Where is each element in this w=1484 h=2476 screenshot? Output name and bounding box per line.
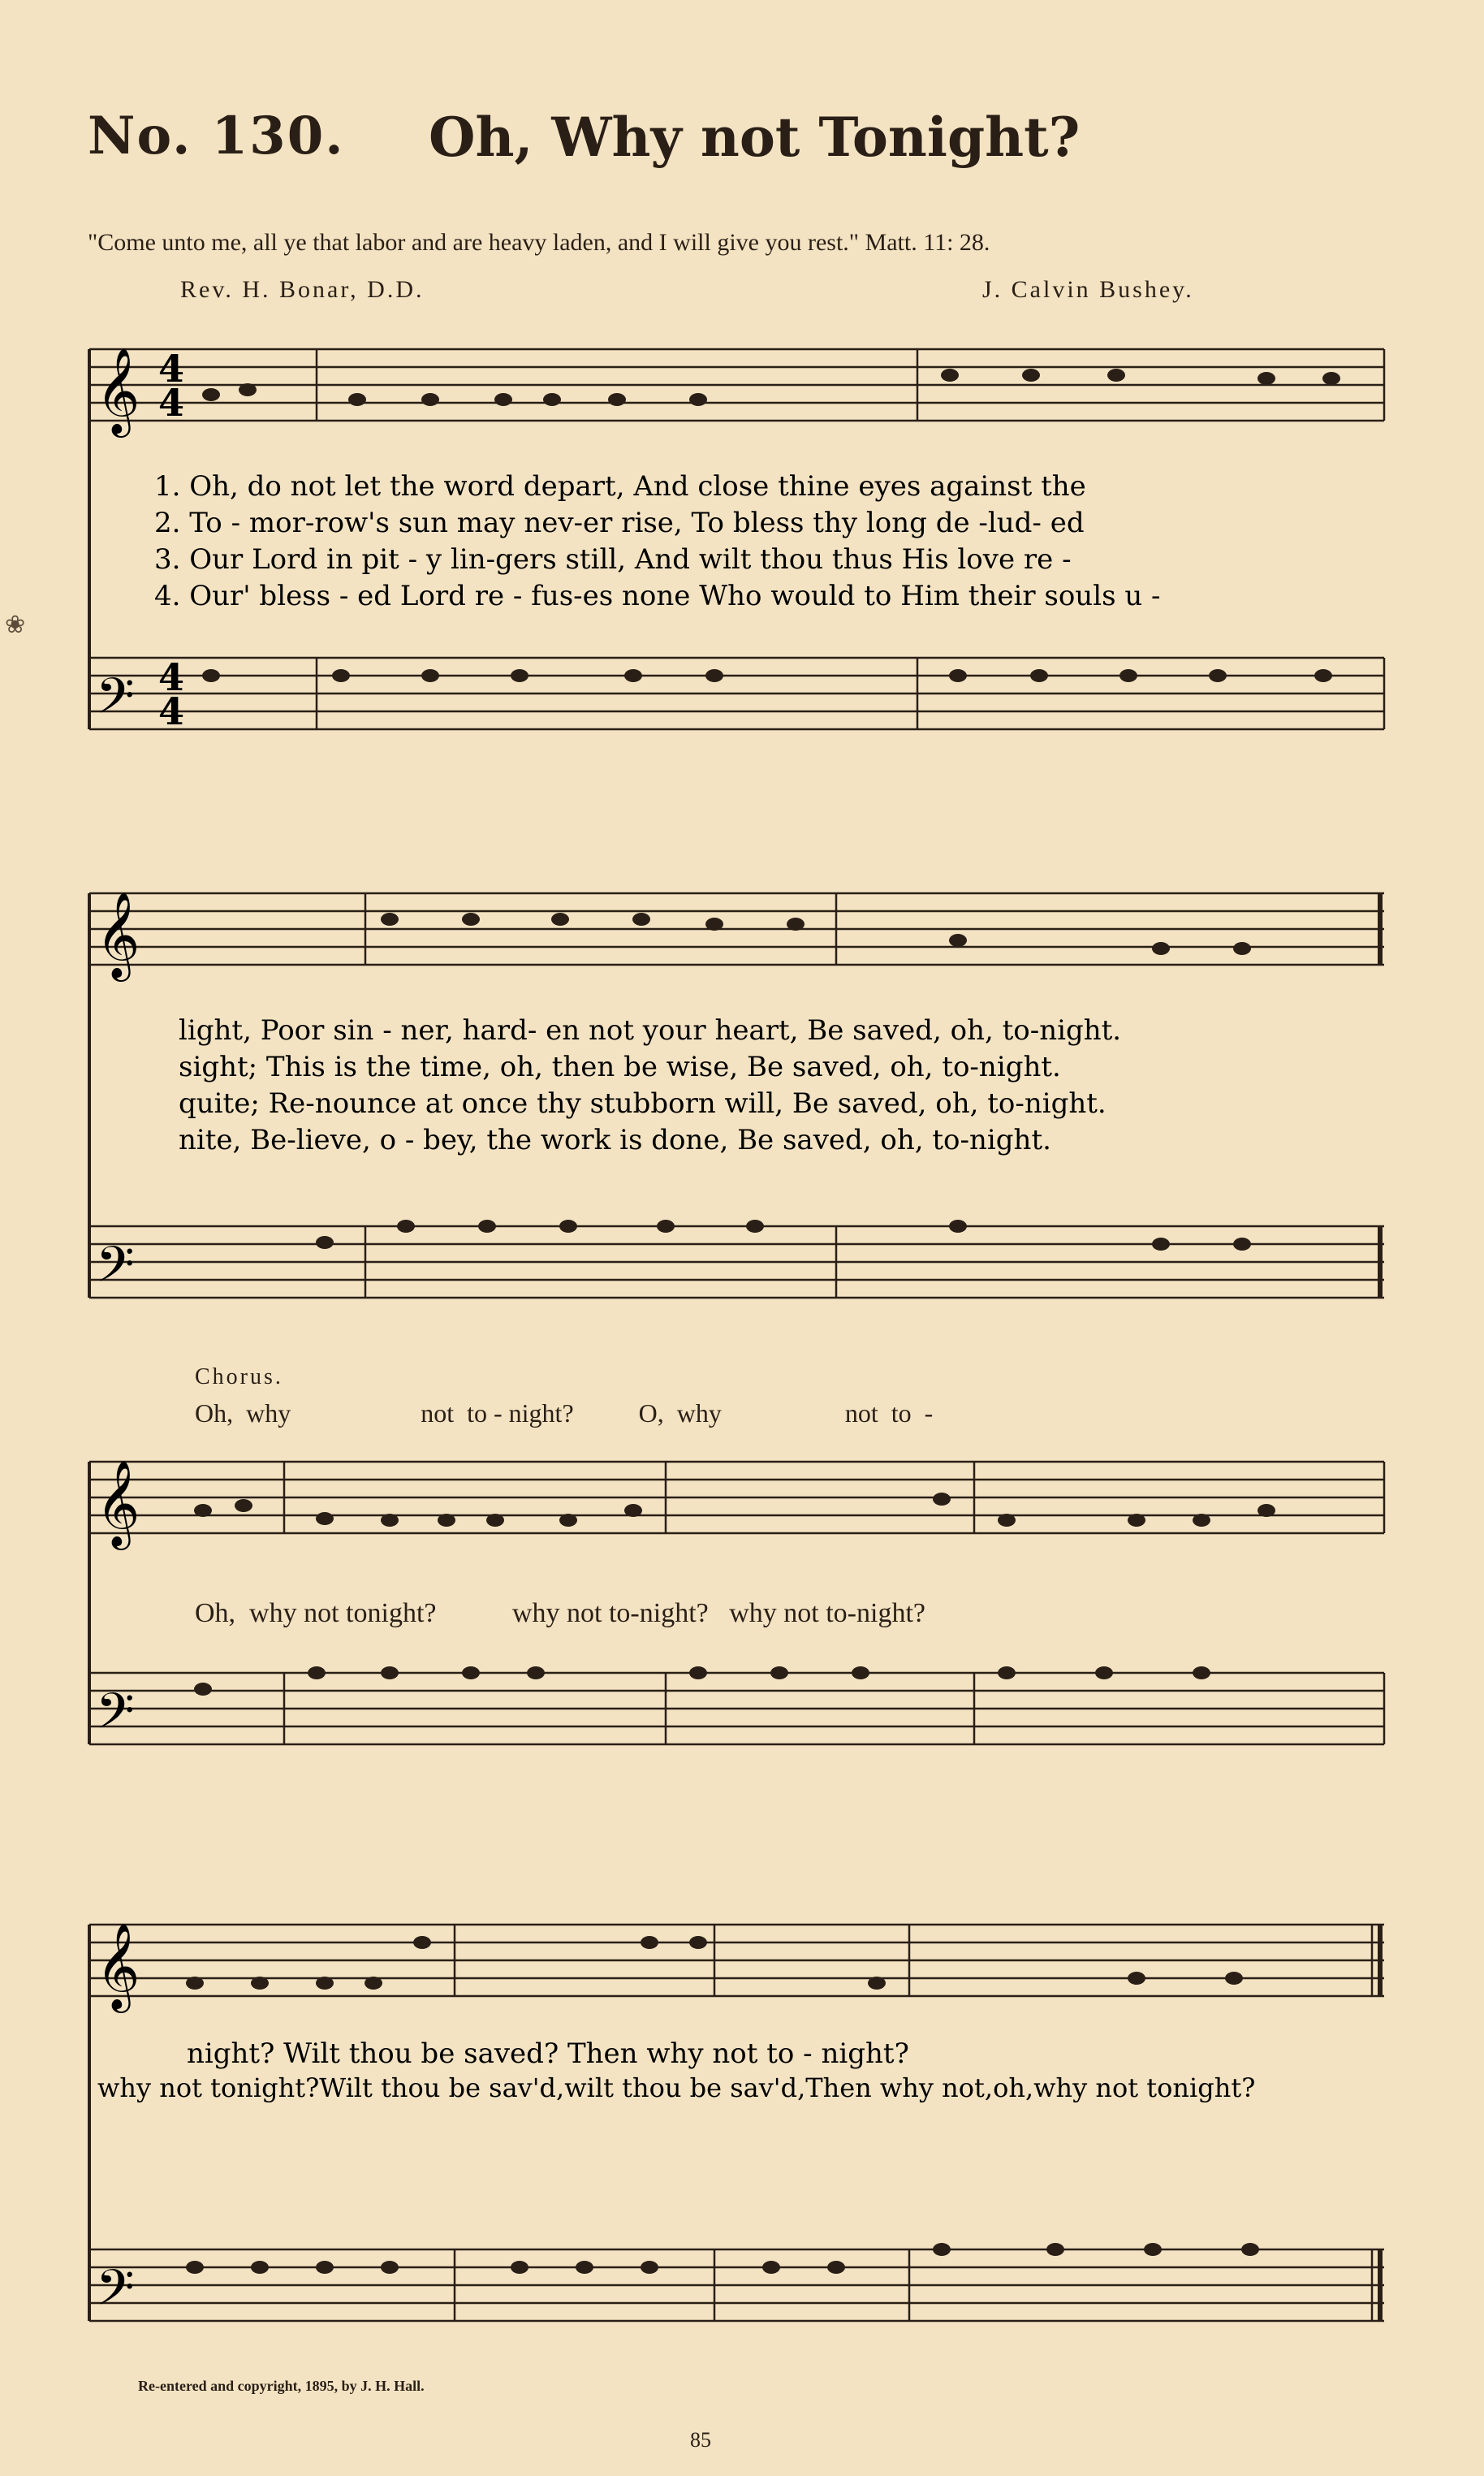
music-system-1 xyxy=(81,325,1388,780)
chorus-under-lyrics: Oh, why not tonight? why not to-night? why not to-night? xyxy=(195,1598,925,1628)
verse-line-2-1: light, Poor sin - ner, hard- en not your heart, Be saved, oh, to-night. xyxy=(179,1014,1122,1047)
music-system-2 xyxy=(81,845,1388,1332)
svg-text:4: 4 xyxy=(158,347,185,391)
verse-line-1-3: 3. Our Lord in pit - y lin-gers still, And wilt thou thus His love re - xyxy=(154,543,1072,576)
svg-text:4: 4 xyxy=(158,655,185,699)
svg-text:𝄢: 𝄢 xyxy=(96,2259,135,2329)
composer-credit: J. Calvin Bushey. xyxy=(982,276,1194,303)
svg-text:𝄢: 𝄢 xyxy=(96,668,135,737)
svg-text:4: 4 xyxy=(158,689,185,733)
verse-line-2-4: nite, Be-lieve, o - bey, the work is done, Be saved, oh, to-night. xyxy=(179,1124,1051,1156)
svg-text:𝄢: 𝄢 xyxy=(96,1236,135,1306)
verse-line-1-4: 4. Our' bless - ed Lord re - fus-es none Who would to Him their souls u - xyxy=(154,580,1161,612)
final-lyrics-line-2: why not tonight?Wilt thou be sav'd,wilt thou be sav'd,Then why not,oh,why not tonight? xyxy=(97,2072,1256,2103)
author-credit: Rev. H. Bonar, D.D. xyxy=(180,276,425,303)
music-system-4 xyxy=(81,1892,1388,2371)
verse-line-2-2: sight; This is the time, oh, then be wise, Be saved, oh, to-night. xyxy=(179,1051,1061,1083)
svg-text:𝄞: 𝄞 xyxy=(96,891,140,978)
page-number: 85 xyxy=(690,2428,711,2452)
copyright-notice: Re-entered and copyright, 1895, by J. H. Hall. xyxy=(138,2378,425,2394)
final-lyrics-line-1: night? Wilt thou be saved? Then why not to - night? xyxy=(187,2037,909,2070)
hymn-number: No. 130. xyxy=(88,106,345,166)
verse-line-1-2: 2. To - mor-row's sun may nev-er rise, To bless thy long de -lud- ed xyxy=(154,507,1085,539)
svg-text:𝄞: 𝄞 xyxy=(96,347,140,434)
verse-line-1-1: 1. Oh, do not let the word depart, And close thine eyes against the xyxy=(154,470,1086,503)
chorus-label: Chorus. xyxy=(195,1364,283,1389)
svg-text:4: 4 xyxy=(158,381,185,425)
svg-text:𝄞: 𝄞 xyxy=(96,1459,140,1546)
svg-text:𝄞: 𝄞 xyxy=(96,1922,140,2009)
chorus-cue-lyrics: Oh, why not to - night? O, why not to - xyxy=(195,1398,934,1428)
hymn-title: Oh, Why not Tonight? xyxy=(429,106,1081,169)
title-row xyxy=(88,106,1419,179)
verse-line-2-3: quite; Re-nounce at once thy stubborn will, Be saved, oh, to-night. xyxy=(179,1087,1107,1120)
scripture-quote: "Come unto me, all ye that labor and are heavy laden, and I will give you rest." Matt. 11: 28. xyxy=(88,229,990,256)
margin-ornament-icon: ❀ xyxy=(5,611,26,638)
svg-text:𝄢: 𝄢 xyxy=(96,1683,135,1752)
